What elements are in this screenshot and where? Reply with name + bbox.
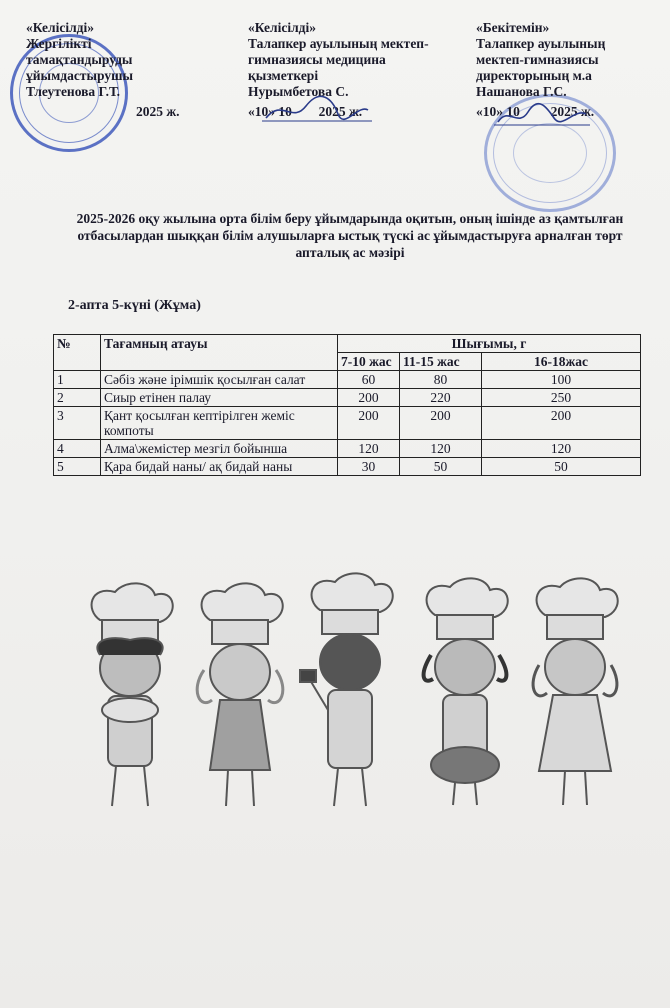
table-row [54,440,641,458]
approval-heading: «Келісілді» [248,20,316,35]
approval-line: директорының м.а [476,68,592,83]
dish-name: Сиыр етінен палау [101,389,338,407]
yield-7-10: 120 [338,440,400,458]
yield-11-15: 50 [400,458,482,476]
row-number: 2 [54,389,101,407]
yield-16-18: 50 [482,458,641,476]
yield-7-10: 30 [338,458,400,476]
header-dish-name: Тағамның атауы [101,335,338,371]
yield-7-10: 200 [338,407,400,440]
approval-signer: Тлеутенова Г.Т. [26,84,121,99]
table-row [54,371,641,389]
dish-name: Қант қосылған кептірілген жеміс компоты [101,407,338,440]
approval-line: тамақтандыруды [26,52,133,67]
yield-11-15: 200 [400,407,482,440]
approval-line: гимназиясы медицина [248,52,386,67]
age-group-header: 11-15 жас [400,353,482,371]
row-number: 3 [54,407,101,440]
approval-heading: «Бекітемін» [476,20,550,35]
document-title: 2025-2026 оқу жылына орта білім беру ұйымдарында оқитын, оның ішінде аз қамтылған отбасылардан шыққан білім алушыларға ыстық түскі ас ұйымдастыруға арналған төрт апталық ас мәзірі [76,211,624,260]
signature-scribble [494,100,590,130]
table-row [54,407,641,440]
yield-7-10: 60 [338,371,400,389]
yield-11-15: 80 [400,371,482,389]
approval-line: мектеп-гимназиясы [476,52,599,67]
approval-line: Талапкер ауылының мектеп- [248,36,429,51]
table-row [54,458,641,476]
dish-name: Қара бидай наны/ ақ бидай наны [101,458,338,476]
menu-table [53,334,641,476]
dish-name: Алма\жемістер мезгіл бойынша [101,440,338,458]
approval-date: «10» 10 2025 ж. [476,104,595,119]
day-label: 2-апта 5-күні (Жұма) [68,298,201,313]
row-number: 1 [54,371,101,389]
approval-signer: Нашанова Г.С. [476,84,567,99]
dish-name: Сәбіз және ірімшік қосылған салат [101,371,338,389]
age-group-header: 16-18жас [482,353,641,371]
yield-16-18: 200 [482,407,641,440]
table-header-row [54,335,641,353]
yield-16-18: 120 [482,440,641,458]
approval-line: Жергілікті [26,36,92,51]
yield-7-10: 200 [338,389,400,407]
approval-line: ұйымдастырушы [26,68,134,83]
row-number: 5 [54,458,101,476]
yield-11-15: 220 [400,389,482,407]
child-chefs-illustration [60,570,640,830]
approval-block-1 [26,20,216,120]
approval-date: «10» 10 2025 ж. [248,104,363,119]
approval-heading: «Келісілді» [26,20,94,35]
approval-line: қызметкері [248,68,319,83]
approval-date: 2025 ж. [136,104,180,119]
yield-11-15: 120 [400,440,482,458]
row-number: 4 [54,440,101,458]
age-group-header: 7-10 жас [338,353,400,371]
header-number: № [54,335,101,371]
yield-16-18: 100 [482,371,641,389]
yield-16-18: 250 [482,389,641,407]
chef-child-figure [92,573,618,806]
table-row [54,389,641,407]
signature-scribble [262,94,372,126]
approval-signer: Нурымбетова С. [248,84,349,99]
header-yield: Шығымы, г [338,335,641,353]
approval-line: Талапкер ауылының [476,36,606,51]
